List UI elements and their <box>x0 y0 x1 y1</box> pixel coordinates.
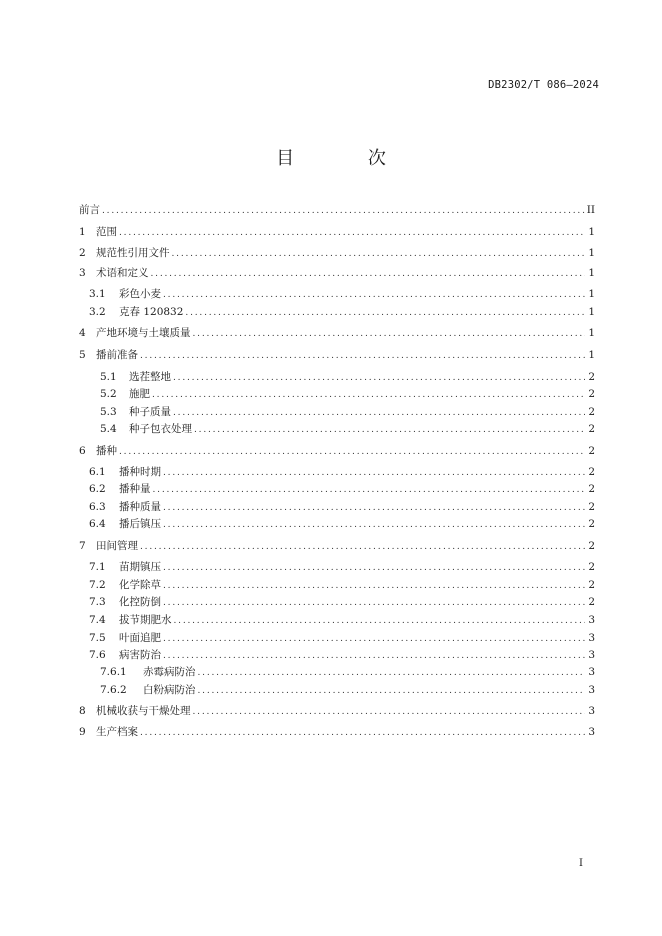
toc-dot-leader <box>140 351 585 361</box>
toc-dot-leader <box>174 616 586 626</box>
toc-dot-leader <box>163 634 585 644</box>
toc-entry-title: 生产档案 <box>96 726 138 738</box>
toc-entry-title: 苗期镇压 <box>119 561 161 573</box>
toc-dot-leader <box>193 329 586 339</box>
toc-entry-number: 9 <box>79 726 86 738</box>
toc-dot-leader <box>102 206 585 216</box>
toc-entry-page: 3 <box>588 726 595 738</box>
toc-entry-title: 病害防治 <box>119 649 161 661</box>
toc-entry-page: 2 <box>588 371 595 383</box>
toc-entry-number: 5.3 <box>100 406 117 418</box>
toc-entry-number: 4 <box>79 327 86 339</box>
toc-entry-page: 3 <box>588 705 595 717</box>
toc-title: 目 次 <box>276 148 420 169</box>
toc-entry-page: 2 <box>588 596 595 608</box>
toc-entry-page: 3 <box>588 684 595 696</box>
toc-dot-leader <box>140 728 585 738</box>
toc-dot-leader <box>198 668 586 678</box>
toc-entry-page: 2 <box>588 423 595 435</box>
toc-entry-title: 拔节期肥水 <box>119 614 172 626</box>
toc-entry-title: 田间管理 <box>96 540 138 552</box>
toc-entry-page: 2 <box>588 501 595 513</box>
toc-entry-title: 播种 <box>96 445 117 457</box>
toc-entry-number: 7 <box>79 540 86 552</box>
toc-entry-title: 种子质量 <box>129 406 171 418</box>
toc-entry-number: 6.2 <box>89 483 106 495</box>
toc-entry[interactable] <box>79 481 595 495</box>
toc-entry-page: 1 <box>588 267 595 279</box>
toc-entry[interactable] <box>79 286 595 300</box>
toc-entry-page: 2 <box>588 483 595 495</box>
toc-dot-leader <box>163 598 585 608</box>
toc-dot-leader <box>185 308 585 318</box>
toc-entry[interactable] <box>79 516 595 530</box>
toc-dot-leader <box>119 228 585 238</box>
toc-entry-title: 种子包衣处理 <box>129 423 192 435</box>
toc-entry-number: 7.1 <box>89 561 106 573</box>
toc-entry-page: 1 <box>588 349 595 361</box>
toc-entry-number: 7.3 <box>89 596 106 608</box>
toc-entry-title: 播后镇压 <box>119 518 161 530</box>
toc-entry[interactable] <box>79 224 595 238</box>
toc-entry-number: 6.1 <box>89 466 106 478</box>
toc-entry-number: 1 <box>79 226 86 238</box>
toc-entry[interactable] <box>79 538 595 552</box>
toc-entry-title: 播种质量 <box>119 501 161 513</box>
toc-entry[interactable] <box>79 464 595 478</box>
toc-dot-leader <box>194 425 585 435</box>
toc-entry-number: 5.4 <box>100 423 117 435</box>
toc-entry-page: 2 <box>588 579 595 591</box>
toc-dot-leader <box>163 290 585 300</box>
toc-entry-number: 5 <box>79 349 86 361</box>
toc-entry-title: 范围 <box>96 226 117 238</box>
toc-entry-page: 1 <box>588 327 595 339</box>
toc-dot-leader <box>163 581 585 591</box>
toc-entry-title: 克春 120832 <box>119 306 184 318</box>
toc-dot-leader <box>153 485 586 495</box>
toc-dot-leader <box>172 249 586 259</box>
toc-dot-leader <box>163 520 585 530</box>
toc-entry-number: 3.1 <box>89 288 106 300</box>
toc-dot-leader <box>193 707 586 717</box>
toc-entry[interactable] <box>79 265 595 279</box>
toc-entry[interactable] <box>79 202 595 216</box>
toc-dot-leader <box>151 269 586 279</box>
toc-entry-title: 化学除草 <box>119 579 161 591</box>
toc-entry[interactable] <box>79 703 595 717</box>
toc-entry-title: 选茬整地 <box>129 371 171 383</box>
toc-entry-number: 3 <box>79 267 86 279</box>
toc-entry-number: 7.4 <box>89 614 106 626</box>
toc-entry-title: 机械收获与干燥处理 <box>96 705 191 717</box>
toc-entry[interactable] <box>79 682 595 696</box>
toc-entry[interactable] <box>79 404 595 418</box>
toc-entry-number: 5.1 <box>100 371 117 383</box>
toc-entry-title: 叶面追肥 <box>119 632 161 644</box>
toc-entry-title: 彩色小麦 <box>119 288 161 300</box>
toc-entry[interactable] <box>79 304 595 318</box>
toc-entry-title: 播前准备 <box>96 349 138 361</box>
toc-entry-title: 播种时期 <box>119 466 161 478</box>
toc-entry[interactable] <box>79 559 595 573</box>
toc-dot-leader <box>163 503 585 513</box>
toc-entry-page: 1 <box>588 306 595 318</box>
toc-entry-page: 1 <box>588 247 595 259</box>
toc-dot-leader <box>198 686 586 696</box>
toc-entry[interactable] <box>79 443 595 457</box>
toc-entry[interactable] <box>79 647 595 661</box>
toc-entry-page: 2 <box>588 466 595 478</box>
toc-entry-page: 2 <box>588 561 595 573</box>
toc-dot-leader <box>140 542 585 552</box>
toc-entry-number: 7.6.1 <box>100 666 127 678</box>
toc-entry-title: 前言 <box>79 204 100 216</box>
toc-entry-page: 3 <box>588 666 595 678</box>
toc-entry-page: 3 <box>588 649 595 661</box>
toc-entry-page: II <box>586 204 595 216</box>
toc-entry-number: 6 <box>79 445 86 457</box>
toc-entry-page: 2 <box>588 406 595 418</box>
toc-entry-number: 7.5 <box>89 632 106 644</box>
toc-entry[interactable] <box>79 386 595 400</box>
toc-entry-title: 术语和定义 <box>96 267 149 279</box>
toc-entry-page: 2 <box>588 388 595 400</box>
toc-entry[interactable] <box>79 612 595 626</box>
toc-dot-leader <box>119 447 585 457</box>
toc-entry-number: 6.3 <box>89 501 106 513</box>
toc-entry-title: 产地环境与土壤质量 <box>96 327 191 339</box>
toc-dot-leader <box>173 408 585 418</box>
toc-entry-title: 施肥 <box>129 388 150 400</box>
toc-dot-leader <box>152 390 585 400</box>
toc-entry-number: 5.2 <box>100 388 117 400</box>
page-number: I <box>579 858 583 869</box>
toc-entry-number: 2 <box>79 247 86 259</box>
toc-entry-page: 1 <box>588 226 595 238</box>
toc-entry-number: 8 <box>79 705 86 717</box>
document-code: DB2302/T 086—2024 <box>488 79 599 91</box>
toc-entry-page: 2 <box>588 540 595 552</box>
toc-entry-number: 3.2 <box>89 306 106 318</box>
toc-entry-title: 赤霉病防治 <box>143 666 196 678</box>
toc-entry-number: 7.6 <box>89 649 106 661</box>
toc-entry-title: 播种量 <box>119 483 151 495</box>
toc-entry-page: 3 <box>588 632 595 644</box>
toc-entry[interactable] <box>79 577 595 591</box>
toc-entry-page: 3 <box>588 614 595 626</box>
toc-entry[interactable] <box>79 724 595 738</box>
toc-dot-leader <box>173 373 585 383</box>
toc-entry-title: 化控防倒 <box>119 596 161 608</box>
toc-dot-leader <box>163 468 585 478</box>
toc-entry[interactable] <box>79 325 595 339</box>
toc-dot-leader <box>163 651 585 661</box>
toc-entry-page: 2 <box>588 518 595 530</box>
toc-entry-title: 白粉病防治 <box>143 684 196 696</box>
toc-entry[interactable] <box>79 369 595 383</box>
toc-entry[interactable] <box>79 499 595 513</box>
toc-entry-number: 7.2 <box>89 579 106 591</box>
toc-entry[interactable] <box>79 347 595 361</box>
toc-entry-number: 6.4 <box>89 518 106 530</box>
toc-entry[interactable] <box>79 664 595 678</box>
toc-entry-page: 2 <box>588 445 595 457</box>
toc-entry-title: 规范性引用文件 <box>96 247 170 259</box>
toc-entry[interactable] <box>79 245 595 259</box>
toc-entry-number: 7.6.2 <box>100 684 127 696</box>
toc-entry[interactable] <box>79 630 595 644</box>
toc-entry[interactable] <box>79 421 595 435</box>
toc-dot-leader <box>163 563 585 573</box>
toc-entry-page: 1 <box>588 288 595 300</box>
toc-entry[interactable] <box>79 594 595 608</box>
